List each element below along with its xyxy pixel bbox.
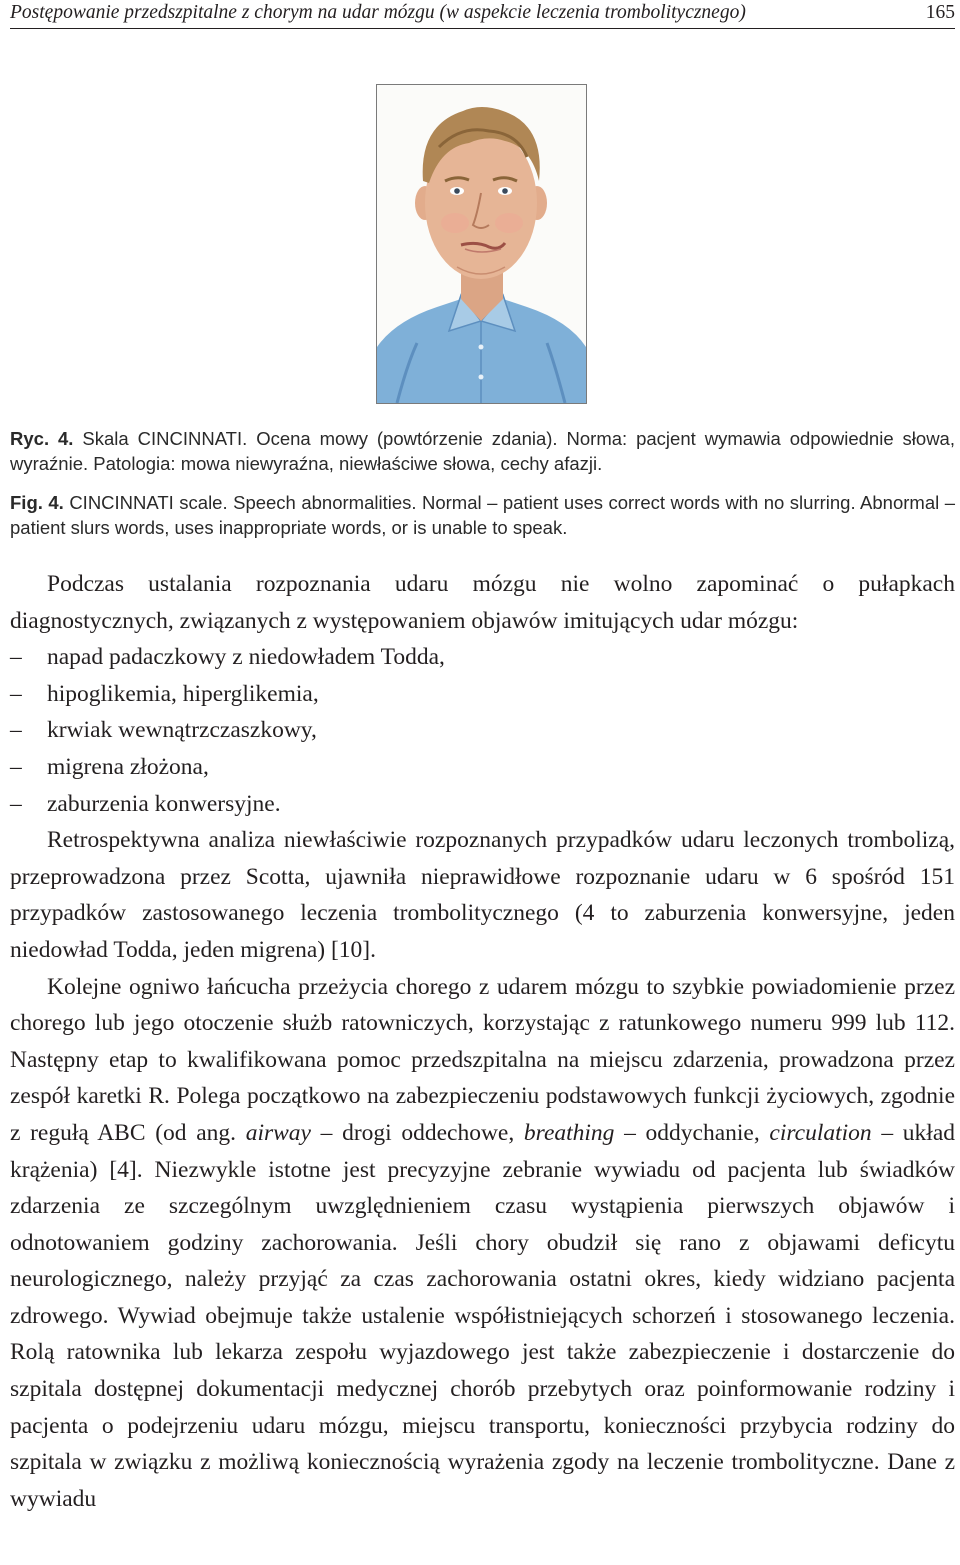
caption-english <box>10 490 955 540</box>
list-dash: – <box>10 644 22 671</box>
caption-polish-label: Ryc. 4. <box>10 428 74 449</box>
man-portrait-illustration-icon <box>377 85 586 403</box>
paragraph-3-part-2: – drogi oddechowe, <box>310 1119 524 1146</box>
stroke-mimics-list <box>10 639 955 822</box>
list-item <box>10 639 955 676</box>
paragraph-3 <box>10 969 955 1518</box>
term-circulation: circulation <box>769 1119 872 1146</box>
list-item-text: hipoglikemia, hiperglikemia, <box>47 680 319 707</box>
list-item <box>10 676 955 713</box>
paragraph-2: Retrospektywna analiza niewłaściwie rozpoznanych przypadków udaru leczonych trombolizą, przeprowadzona przez Scotta, ujawniła nieprawidłowe rozpoznanie udaru w 6 spośród 151 przypadków zastosowanego leczenia trombolitycznego (4 to zaburzenia konwersyjne, jeden niedowład Todda, jeden migrena) [10]. <box>10 827 955 963</box>
list-item <box>10 786 955 823</box>
body-text <box>10 566 955 1517</box>
list-item <box>10 749 955 786</box>
caption-polish-text: Skala CINCINNATI. Ocena mowy (powtórzenie zdania). Norma: pacjent wymawia odpowiednie słowa, wyraźnie. Patologia: mowa niewyraźna, niewłaściwe słowa, cechy afazji. <box>10 428 955 474</box>
list-dash: – <box>10 717 22 744</box>
term-breathing: breathing <box>523 1119 615 1146</box>
caption-english-text: CINCINNATI scale. Speech abnormalities. Normal – patient uses correct words with no slurring. Abnormal – patient slurs words, uses inappropriate words, or is unable to speak. <box>10 492 956 538</box>
paragraph-3-part-4: – układ krążenia) [4]. Niezwykle istotne jest precyzyjne zebranie wywiadu od pacjenta lub świadków zdarzenia ze szczególnym uwzględnieniem czasu wystąpienia pierwszych objawów i odnotowaniem godziny zachorowania. Jeśli chory obudził się rano z objawami deficytu neurologicznego, należy przyjąć za czas zachorowania ostatni okres, kiedy widziano pacjenta zdrowego. Wywiad obejmuje także ustalenie współistniejących schorzeń i stosowanego leczenia. Rolą ratownika lub lekarza zespołu wyjazdowego jest także zabezpieczenie i dostarczenie do szpitala dostępnej dokumentacji medycznej chorób przebytych oraz poinformowanie rodziny i pacjenta o podejrzeniu udaru mózgu, miejscu transportu, konieczności przybycia rodziny do szpitala w związku z możliwą koniecznością wyrażenia zgody na leczenie trombolityczne. Dane z wywiadu <box>10 1119 955 1512</box>
figure-portrait <box>376 84 587 404</box>
running-title: Postępowanie przedszpitalne z chorym na udar mózgu (w aspekcie leczenia trombolitycznego) <box>10 2 746 23</box>
list-item <box>10 712 955 749</box>
caption-polish <box>10 426 955 476</box>
paragraph-3-part-1: Kolejne ogniwo łańcucha przeżycia chorego z udarem mózgu to szybkie powiadomienie przez chorego lub jego otoczenie służb ratowniczych, korzystając z ratunkowego numeru 999 lub 112. Następny etap to kwalifikowana pomoc przedszpitalna na miejscu zdarzenia, prowadzona przez zespół karetki R. Polega początkowo na zabezpieczeniu podstawowych funkcji życiowych, zgodnie z regułą ABC (od ang. <box>10 973 955 1146</box>
list-item-text: zaburzenia konwersyjne. <box>47 790 281 817</box>
running-header <box>10 0 955 29</box>
list-dash: – <box>10 790 22 817</box>
list-item-text: krwiak wewnątrzczaszkowy, <box>47 717 317 744</box>
paragraph-3-part-3: – oddychanie, <box>614 1119 770 1146</box>
list-dash: – <box>10 753 22 780</box>
list-dash: – <box>10 680 22 707</box>
list-item-text: napad padaczkowy z niedowładem Todda, <box>47 644 445 671</box>
term-airway: airway <box>245 1119 311 1146</box>
caption-english-label: Fig. 4. <box>10 492 64 513</box>
page-number: 165 <box>925 2 955 23</box>
paragraph-1: Podczas ustalania rozpoznania udaru mózgu nie wolno zapominać o pułapkach diagnostycznych, związanych z występowaniem objawów imitujących udar mózgu: <box>10 571 955 634</box>
list-item-text: migrena złożona, <box>47 753 209 780</box>
